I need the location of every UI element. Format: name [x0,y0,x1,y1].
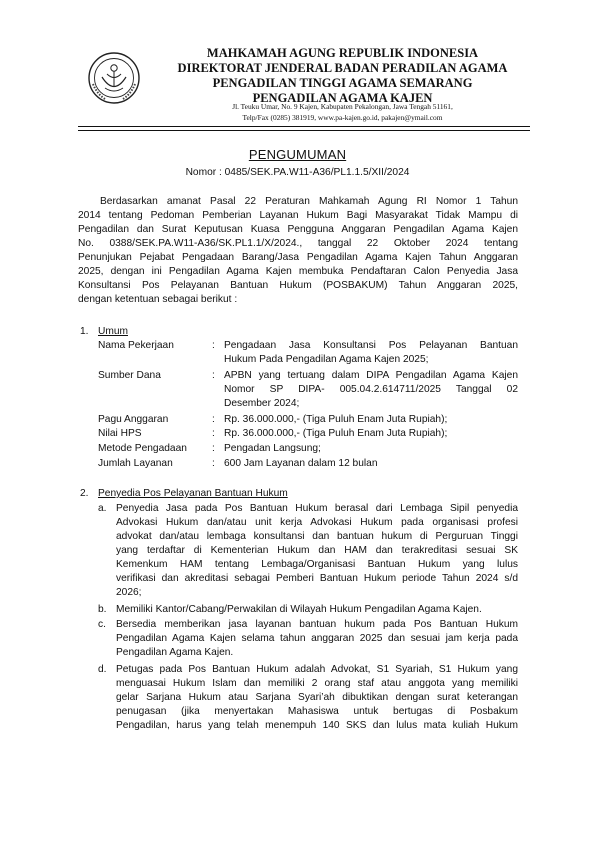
item-line: 2026; [116,587,142,598]
document-title: PENGUMUMAN [248,147,347,162]
field-label: Nilai HPS [98,428,142,439]
item-line: Memiliki Kantor/Cabang/Perwakilan di Wilayah Hukum Pengadilan Agama Kajen. [116,604,482,615]
field-value-line: Rp. 36.000.000,- (Tiga Puluh Enam Juta Rupiah); [224,414,448,425]
address-contact-line: Telp/Fax (0285) 381919, www.pa-kajen.go.id, pakajen@ymail.com [242,112,443,122]
field-colon: : [212,340,215,351]
item-line: Pengadilan Agama Kajen selama tahun anggaran 2025 dan sesuai jam kerja pada [116,633,518,644]
intro-line: Berdasarkan amanat Pasal 22 Peraturan Mahkamah Agung RI Nomor 1 Tahun [100,196,518,207]
intro-line: 2014 tentang Pedoman Pemberian Layanan Hukum Bagi Masyarakat Tidak Mampu di [78,210,518,221]
item-line: penugasan (jika menyertakan Mahasiswa untuk bertugas di Posbakum [116,706,518,717]
letterhead-line: MAHKAMAH AGUNG REPUBLIK INDONESIA [206,46,479,60]
item-letter: d. [98,664,107,675]
field-value-line: APBN yang tertuang dalam DIPA Pengadilan Agama Kajen [224,370,518,381]
field-label: Pagu Anggaran [98,414,169,425]
section-title: Penyedia Pos Pelayanan Bantuan Hukum [98,488,288,499]
item-letter: a. [98,503,107,514]
field-value-line: Hukum Pada Pengadilan Agama Kajen 2025; [224,354,429,365]
field-value-line: Nomor SP DIPA- 005.04.2.614711/2025 Tanggal 02 [224,384,518,395]
section-title: Umum [98,326,128,337]
field-label: Sumber Dana [98,370,161,381]
court-emblem-logo [87,48,141,110]
intro-line: 2025, dengan ini Pengadilan Agama Kajen membuka Pendaftaran Calon Penyedia Jasa [78,266,518,277]
intro-line: dengan ketentuan sebagai berikut : [78,294,238,305]
intro-line: Penunjukan Pejabat Pengadaan Barang/Jasa Pengadilan Agama Kajen Tahun Anggaran [78,252,518,263]
item-line: Pengadilan Agama Kajen. [116,647,234,658]
letterhead-line: PENGADILAN AGAMA KAJEN [252,91,433,105]
letterhead-line: PENGADILAN TINGGI AGAMA SEMARANG [212,76,473,90]
field-colon: : [212,428,215,439]
header-divider-thin [78,130,530,131]
section-number: 1. [80,326,89,337]
field-label: Nama Pekerjaan [98,340,174,351]
item-line: advokat dan/atau lembaga konsultansi dan bantuan hukum di Perguruan Tinggi [116,531,518,542]
field-colon: : [212,443,215,454]
item-line: Kemenkum HAM tentang Lembaga/Organisasi Bantuan Hukum yang lulus [116,559,518,570]
intro-line: No. 0388/SEK.PA.W11-A36/SK.PL1.1/X/2024., tanggal 22 Oktober 2024 tentang [78,238,518,249]
item-line: Penyedia Jasa pada Pos Bantuan Hukum berasal dari Lembaga Sipil penyedia [116,503,518,514]
item-line: yang terdaftar di Kementerian Hukum dan HAM dan terakreditasi sesuai SK [116,545,518,556]
letterhead-line: DIREKTORAT JENDERAL BADAN PERADILAN AGAMA [177,61,508,75]
item-line: Bersedia memberikan jasa layanan bantuan hukum pada Pos Bantuan Hukum [116,619,518,630]
field-value-line: Pengadaan Jasa Konsultansi Pos Pelayanan Bantuan [224,340,518,351]
intro-line: Konsultansi Pos Pelayanan Bantuan Hukum (POSBAKUM) Tahun Anggaran 2025, [78,280,518,291]
item-line: Petugas pada Pos Bantuan Hukum adalah Advokat, S1 Syariah, S1 Hukum yang [116,664,518,675]
field-value-line: 600 Jam Layanan dalam 12 bulan [224,458,378,469]
item-line: gelar Sarjana Hukum atau Sarjana Syari’ah dibuktikan dengan surat keterangan [116,692,518,703]
field-value-line: Pengadan Langsung; [224,443,321,454]
intro-line: Pengadilan dan Surat Keputusan Kuasa Pengguna Anggaran Pengadilan Agama Kajen [78,224,518,235]
header-divider-thick [78,126,530,127]
field-value-line: Rp. 36.000.000,- (Tiga Puluh Enam Juta Rupiah); [224,428,448,439]
item-line: verifikasi dan akreditasi sebagai Pemberi Bantuan Hukum periode Tahun 2024 s/d [116,573,518,584]
field-colon: : [212,458,215,469]
field-value-line: Desember 2024; [224,398,300,409]
letterhead-title [155,46,530,106]
field-label: Jumlah Layanan [98,458,173,469]
letterhead-address [155,102,530,123]
item-line: menguasai Hukum Islam dan memiliki 2 orang staf atau anggota yang memiliki [116,678,518,689]
address-line: Jl. Teuku Umar, No. 9 Kajen, Kabupaten Pekalongan, Jawa Tengah 51161, [232,102,453,111]
field-label: Metode Pengadaan [98,443,187,454]
document-number: Nomor : 0485/SEK.PA.W11-A36/PL1.1.5/XII/2024 [185,167,410,178]
item-line: Advokasi Hukum dan/atau unit kerja Advokasi Hukum pada organisasi profesi [116,517,518,528]
item-letter: c. [98,619,106,630]
field-colon: : [212,370,215,381]
section-number: 2. [80,488,89,499]
field-colon: : [212,414,215,425]
item-letter: b. [98,604,107,615]
item-line: Pengadilan, harus yang telah menempuh 140 SKS dan lulus mata kuliah Hukum [116,720,518,731]
